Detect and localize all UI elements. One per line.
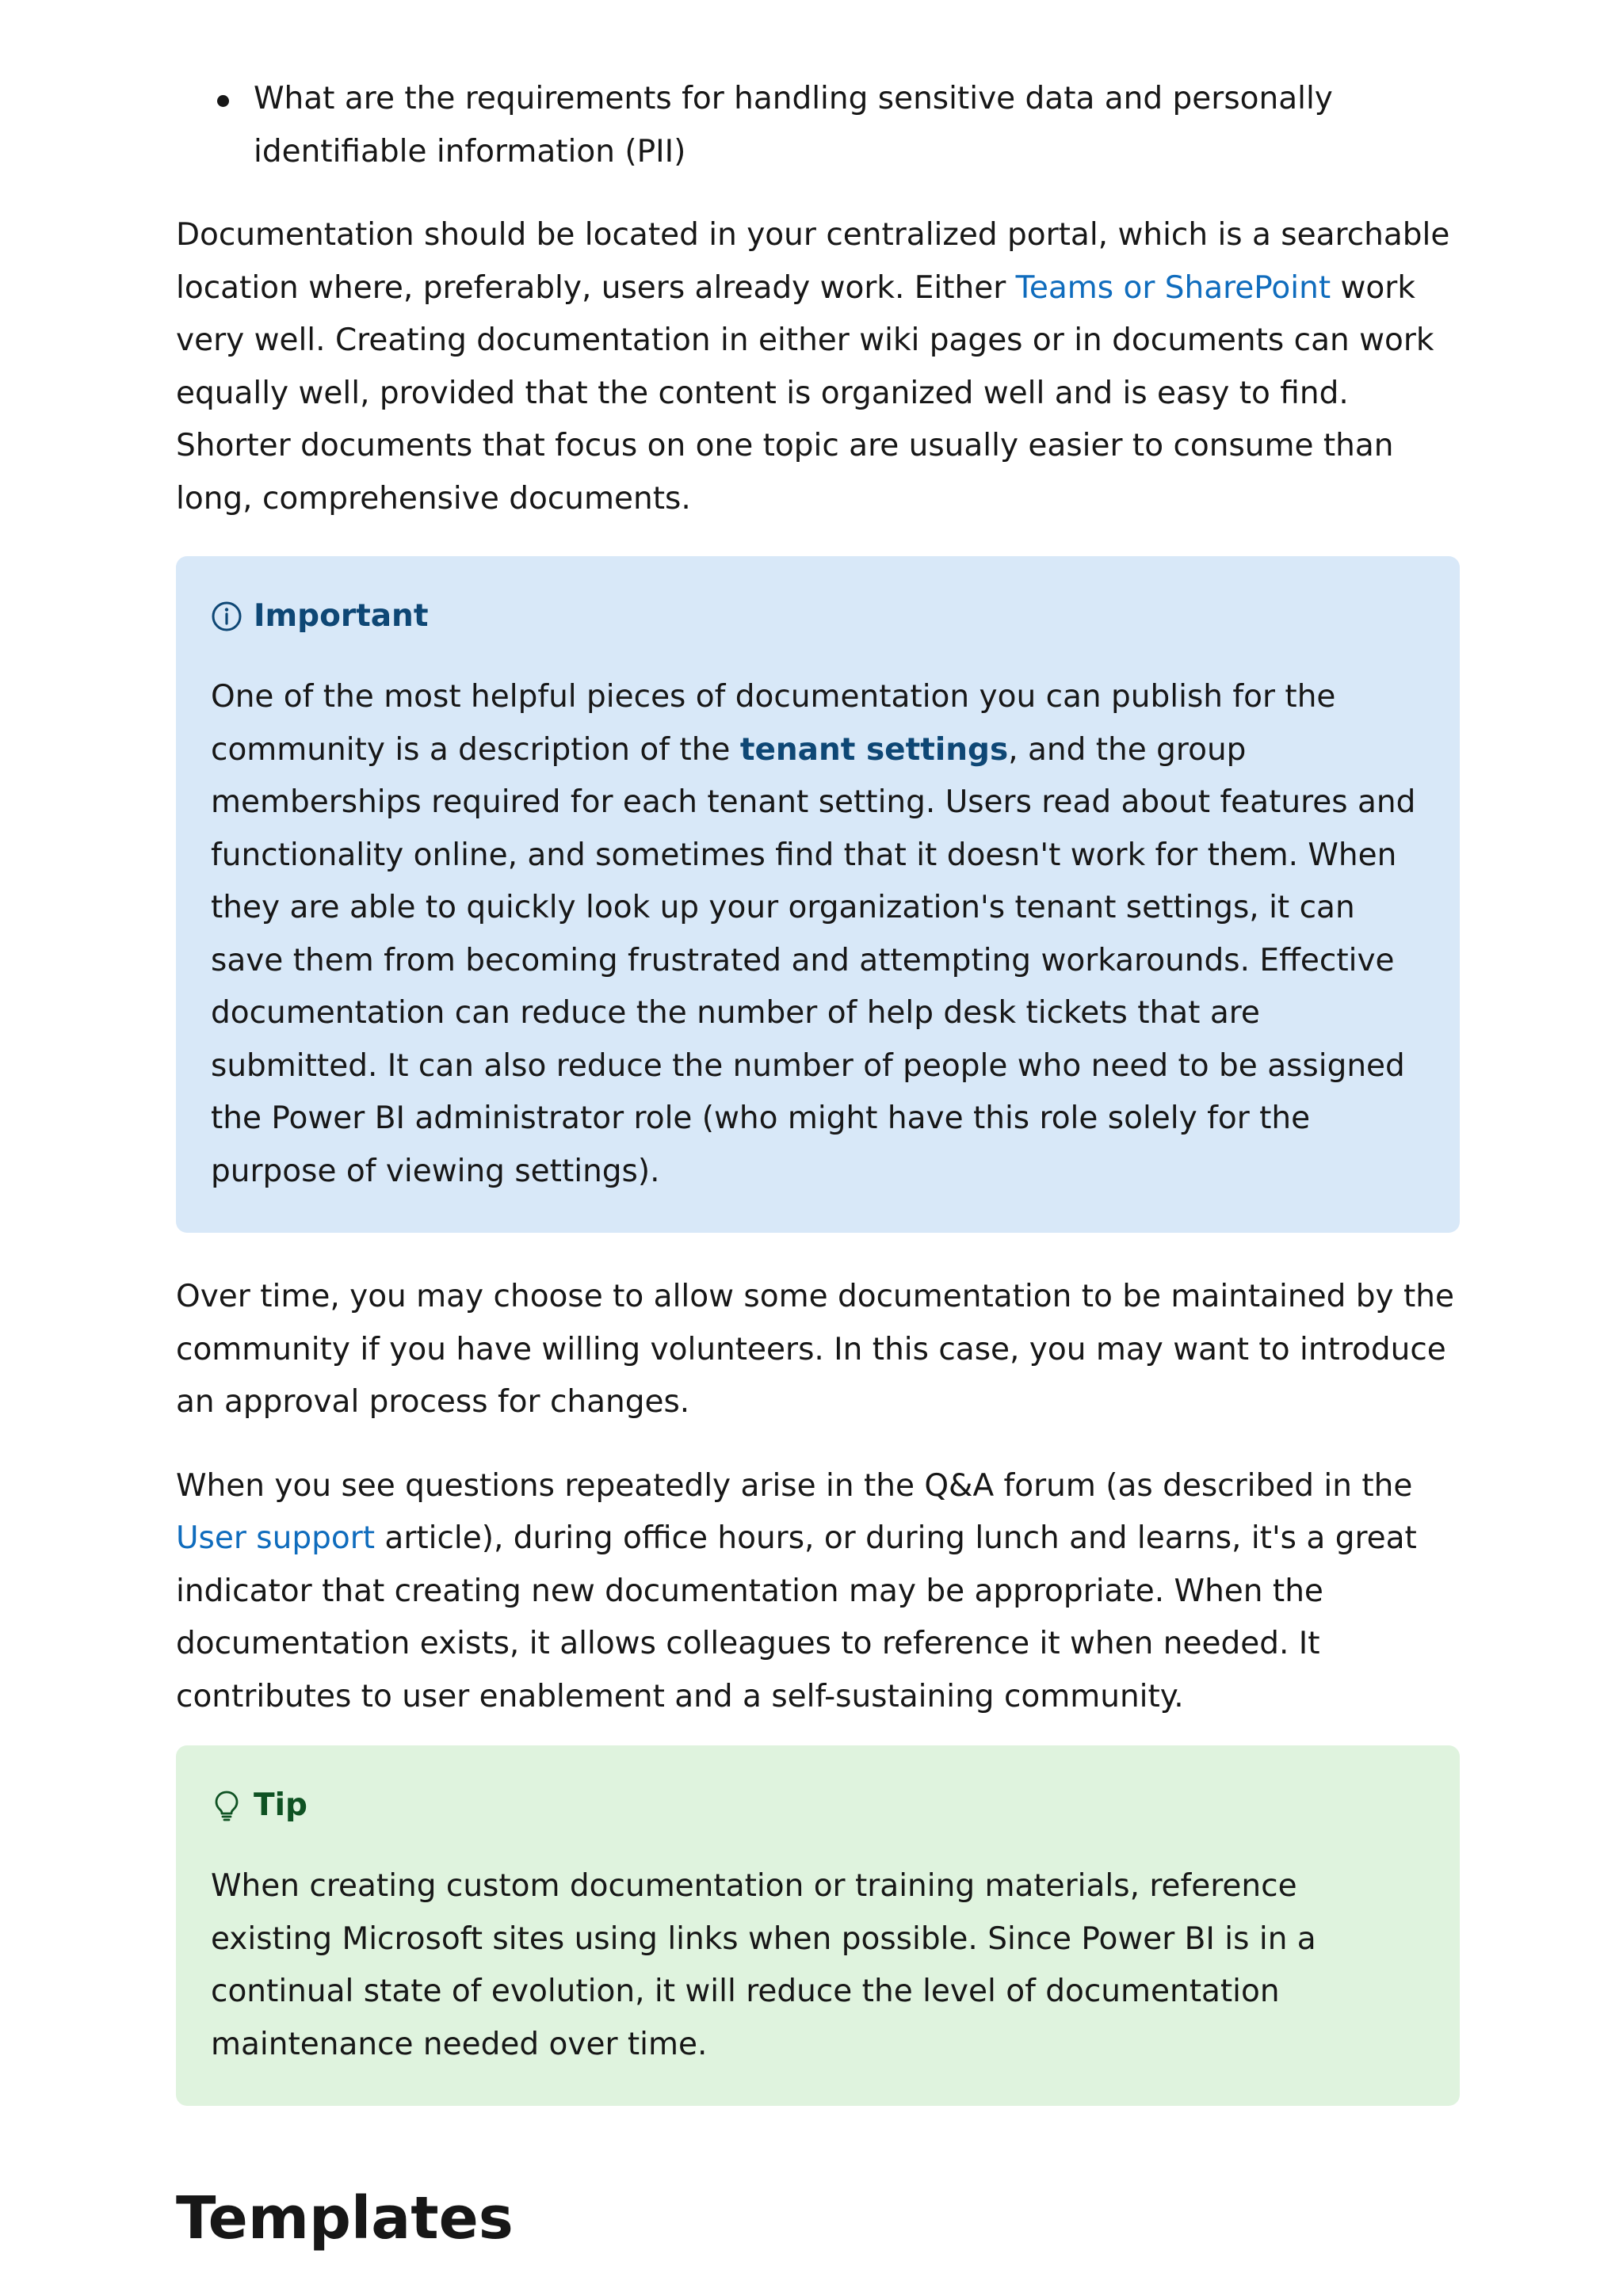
tip-title-text: Tip [254,1787,307,1823]
paragraph-documentation-location [176,209,1460,525]
teams-sharepoint-link[interactable]: Teams or SharePoint [1015,269,1331,306]
callout-text: One of the most helpful pieces of documentation you can publish for the community is a description of the [211,679,1336,768]
tenant-settings-link[interactable]: tenant settings [739,731,1009,768]
important-callout-title [211,594,1425,639]
callout-text: , and the group memberships required for each tenant setting. Users read about features and functionality online, and sometimes find that it doesn't work for them. When they are able to quickly look up your organization's tenant settings, it can save them from becoming frustrated and attempting workarounds. Effective documentation can reduce the number of help desk tickets that are submitted. It can also reduce the number of people who need to be assigned the Power BI administrator role (who might have this role solely for the purpose of viewing settings). [211,731,1416,1189]
paragraph-text: work very well. Creating documentation in either wiki pages or in documents can work equally well, provided that the content is organized well and is easy to find. Shorter documents that focus on one topic are usually easier to consume than long, comprehensive documents. [176,269,1434,517]
tip-callout-body: When creating custom documentation or training materials, reference existing Microsoft sites using links when possible. Since Power BI is in a continual state of evolution, it will reduce the level of documentation maintenance needed over time. [211,1868,1316,2062]
list-item [176,73,1460,178]
important-callout [176,556,1460,1233]
important-title-text: Important [254,598,429,634]
section-heading-templates: Templates [176,2184,514,2252]
lightbulb-icon [211,1790,242,1821]
tip-callout [176,1745,1460,2106]
important-callout-body [211,671,1425,1198]
paragraph-community-maintenance: Over time, you may choose to allow some documentation to be maintained by the community if you have willing volunteers. In this case, you may want to introduce an approval process for changes. [176,1279,1454,1420]
info-circle-icon [211,601,242,632]
user-support-link[interactable]: User support [176,1520,376,1556]
paragraph-new-documentation [176,1460,1460,1724]
list-item-text: What are the requirements for handling sensitive data and personally identifiable information (PII) [254,81,1333,170]
bullet-dot [217,95,229,107]
paragraph-text: When you see questions repeatedly arise in the Q&A forum (as described in the [176,1467,1413,1504]
tip-callout-title [211,1783,1425,1828]
paragraph-text: Documentation should be located in your centralized portal, which is a searchable location where, preferably, users already work. Either [176,217,1450,306]
article-content [176,73,1460,2255]
paragraph-text: article), during office hours, or during lunch and learns, it's a great indicator that creating new documentation may be appropriate. When the documentation exists, it allows colleagues to reference it when needed. It contributes to user enablement and a self-sustaining community. [176,1520,1417,1714]
bullet-list [176,73,1460,178]
